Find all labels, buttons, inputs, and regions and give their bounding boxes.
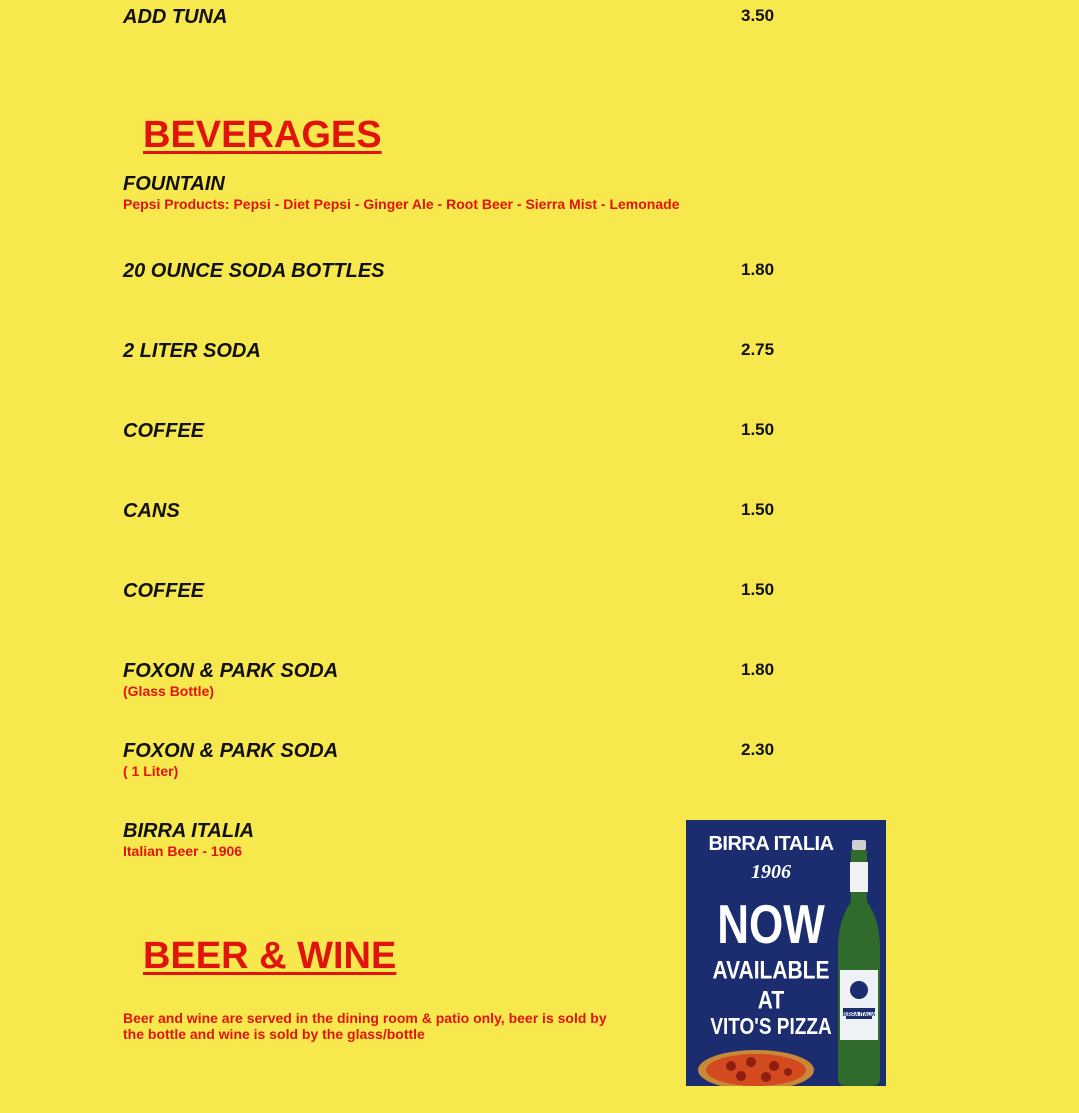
item-name-coffee: COFFEE [123,420,205,442]
birra-italia-poster [686,820,886,1086]
item-price-add-tuna: 3.50 [741,6,775,25]
item-price-2-liter-soda: 2.75 [741,340,775,359]
item-desc-foxon-park-liter: ( 1 Liter) [123,763,179,779]
item-name-2-liter-soda: 2 LITER SODA [123,340,261,362]
item-name-coffee-2: COFFEE [123,580,205,602]
bottle-label: BIRRA ITALIA [842,1012,876,1018]
poster-at: AT [757,986,785,1015]
section-heading-beer-wine: BEER & WINE [143,935,397,977]
item-price-cans: 1.50 [741,500,775,519]
item-desc-foxon-park-glass: (Glass Bottle) [123,683,215,699]
poster-vitos: VITO'S PIZZA [710,1014,832,1040]
item-name-birra-italia: BIRRA ITALIA [123,820,255,842]
poster-available: AVAILABLE [712,956,830,985]
item-name-fountain: FOUNTAIN [123,173,225,195]
item-name-cans: CANS [123,500,180,522]
item-name-20oz-soda: 20 OUNCE SODA BOTTLES [123,260,385,282]
item-name-add-tuna: ADD TUNA [123,6,228,28]
item-price-foxon-park-liter: 2.30 [741,740,775,759]
section-heading-beverages: BEVERAGES [143,114,382,156]
poster-title: BIRRA ITALIA [708,833,834,855]
pizza-icon [696,1044,816,1086]
item-desc-fountain: Pepsi Products: Pepsi - Diet Pepsi - Ginger Ale - Root Beer - Sierra Mist - Lemonade [123,196,680,212]
poster-now: NOW [717,894,825,956]
item-price-coffee-2: 1.50 [741,580,775,599]
beer-bottle-icon [834,840,884,1086]
poster-year: 1906 [751,861,791,883]
item-price-foxon-park-glass: 1.80 [741,660,775,679]
item-price-coffee: 1.50 [741,420,775,439]
item-desc-birra-italia: Italian Beer - 1906 [123,843,243,859]
item-price-20oz-soda: 1.80 [741,260,775,279]
item-name-foxon-park-liter: FOXON & PARK SODA [123,740,339,762]
item-name-foxon-park-glass: FOXON & PARK SODA [123,660,339,682]
beer-wine-note: Beer and wine are served in the dining room & patio only, beer is sold by the bottle and wine is sold by the glass/bottle [123,1010,607,1042]
